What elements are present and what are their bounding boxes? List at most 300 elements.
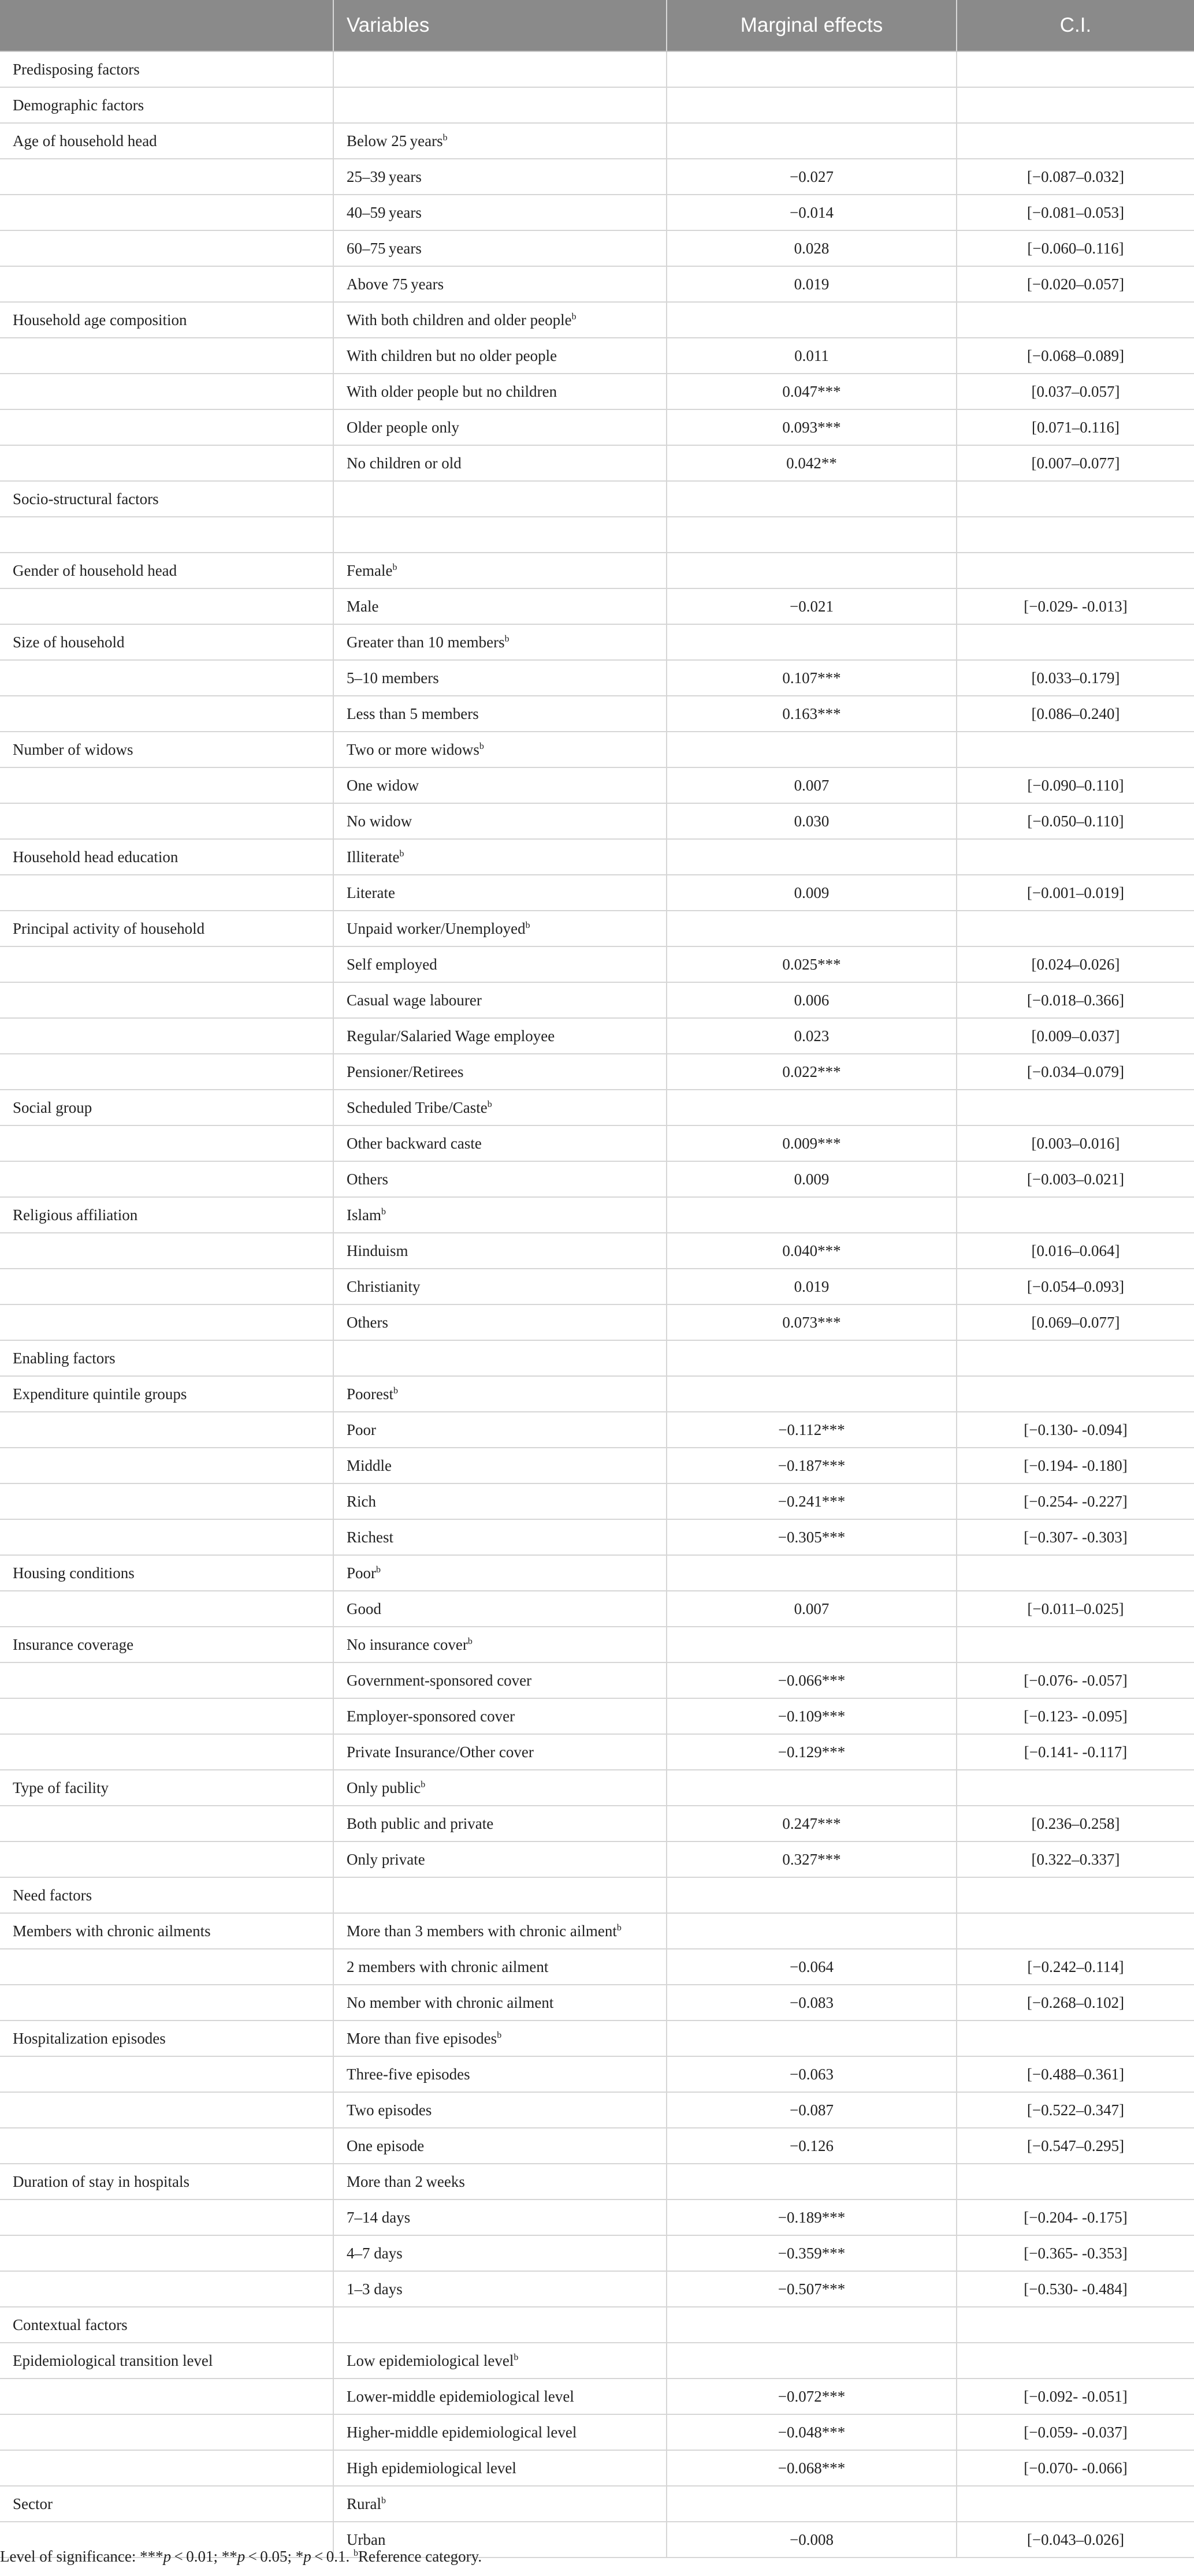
factor-cell xyxy=(0,481,333,517)
factor-cell-text: Predisposing factors xyxy=(13,60,140,78)
header-factor xyxy=(0,0,333,51)
variable-cell xyxy=(333,1483,667,1519)
variable-cell xyxy=(333,338,667,374)
confidence-interval-cell xyxy=(957,1125,1194,1161)
marginal-effect-cell xyxy=(667,445,957,481)
factor-cell xyxy=(0,1985,333,2020)
reference-marker: b xyxy=(479,741,484,751)
variable-cell xyxy=(333,839,667,875)
confidence-interval-cell xyxy=(957,2020,1194,2056)
factor-cell-text: Sector xyxy=(13,2495,53,2512)
marginal-effect-cell-text: −0.066*** xyxy=(778,1671,846,1689)
variable-cell xyxy=(333,2271,667,2307)
confidence-interval-cell xyxy=(957,1698,1194,1734)
variable-cell xyxy=(333,374,667,409)
table-row xyxy=(0,87,1194,123)
variable-cell-text: Private Insurance/Other cover xyxy=(347,1743,534,1761)
confidence-interval-cell-text: [−0.043–0.026] xyxy=(1026,2530,1125,2548)
table-row xyxy=(0,911,1194,946)
confidence-interval-cell xyxy=(957,2235,1194,2271)
variable-cell xyxy=(333,1806,667,1841)
variable-cell xyxy=(333,2343,667,2379)
variable-cell-text: Less than 5 members xyxy=(347,704,479,722)
table-row xyxy=(0,1197,1194,1233)
table-row xyxy=(0,1448,1194,1483)
variable-cell xyxy=(333,875,667,911)
marginal-effect-cell xyxy=(667,624,957,660)
marginal-effect-cell-text: 0.019 xyxy=(794,275,830,293)
confidence-interval-cell xyxy=(957,338,1194,374)
confidence-interval-cell-text: [−0.123- -0.095] xyxy=(1024,1707,1128,1725)
factor-cell xyxy=(0,1448,333,1483)
variable-cell-text: 60–75 years xyxy=(347,239,422,257)
confidence-interval-cell-text: [−0.087–0.032] xyxy=(1026,167,1125,185)
factor-cell xyxy=(0,1090,333,1125)
marginal-effect-cell-text: 0.023 xyxy=(794,1027,830,1045)
variable-cell-text: Hinduism xyxy=(347,1242,408,1259)
variable-cell-text: More than five episodes xyxy=(347,2029,497,2047)
variable-cell xyxy=(333,1090,667,1125)
table-row xyxy=(0,2307,1194,2343)
marginal-effect-cell-text: −0.305*** xyxy=(778,1528,846,1546)
marginal-effect-cell xyxy=(667,1555,957,1591)
variable-cell-text: Female xyxy=(347,561,393,579)
variable-cell xyxy=(333,230,667,266)
factor-cell xyxy=(0,1125,333,1161)
factor-cell xyxy=(0,1304,333,1340)
marginal-effect-cell-text: −0.359*** xyxy=(778,2244,846,2262)
factor-cell-text: Size of household xyxy=(13,633,125,651)
variable-cell xyxy=(333,1698,667,1734)
confidence-interval-cell xyxy=(957,839,1194,875)
confidence-interval-cell-text: [0.236–0.258] xyxy=(1031,1814,1120,1832)
factor-cell xyxy=(0,2414,333,2450)
marginal-effect-cell-text: −0.021 xyxy=(790,597,834,615)
confidence-interval-cell xyxy=(957,87,1194,123)
factor-cell xyxy=(0,2450,333,2486)
table-row xyxy=(0,1698,1194,1734)
footnote-p-2: p xyxy=(237,2548,246,2565)
factor-cell-text: Type of facility xyxy=(13,1779,109,1796)
marginal-effect-cell-text: −0.068*** xyxy=(778,2459,846,2477)
confidence-interval-cell xyxy=(957,1483,1194,1519)
variable-cell-text: Unpaid worker/Unemployed xyxy=(347,919,526,937)
confidence-interval-cell-text: [0.071–0.116] xyxy=(1032,418,1119,436)
confidence-interval-cell xyxy=(957,660,1194,696)
confidence-interval-cell-text: [0.003–0.016] xyxy=(1031,1134,1120,1152)
variable-cell xyxy=(333,1197,667,1233)
reference-marker: b xyxy=(571,311,576,322)
factor-cell-text: Expenditure quintile groups xyxy=(13,1385,187,1403)
confidence-interval-cell xyxy=(957,982,1194,1018)
factor-cell-text: Social group xyxy=(13,1098,92,1116)
variable-cell-text: With both children and older people xyxy=(347,311,572,329)
confidence-interval-cell xyxy=(957,1627,1194,1662)
factor-cell-text: Insurance coverage xyxy=(13,1635,134,1653)
confidence-interval-cell xyxy=(957,1376,1194,1412)
variable-cell xyxy=(333,1770,667,1806)
factor-cell xyxy=(0,445,333,481)
confidence-interval-cell-text: [−0.530- -0.484] xyxy=(1024,2280,1128,2298)
factor-cell xyxy=(0,624,333,660)
confidence-interval-cell xyxy=(957,1448,1194,1483)
marginal-effect-cell xyxy=(667,1054,957,1090)
table-row xyxy=(0,1555,1194,1591)
marginal-effect-cell xyxy=(667,481,957,517)
variable-cell xyxy=(333,2450,667,2486)
variable-cell-text: Scheduled Tribe/Caste xyxy=(347,1098,488,1116)
marginal-effect-cell xyxy=(667,553,957,588)
marginal-effect-cell-text: −0.189*** xyxy=(778,2208,846,2226)
confidence-interval-cell xyxy=(957,159,1194,195)
confidence-interval-cell xyxy=(957,2414,1194,2450)
confidence-interval-cell xyxy=(957,2379,1194,2414)
variable-cell xyxy=(333,624,667,660)
table-row xyxy=(0,2164,1194,2200)
confidence-interval-cell-text: [−0.522–0.347] xyxy=(1026,2101,1125,2119)
marginal-effect-cell xyxy=(667,51,957,87)
marginal-effect-cell xyxy=(667,409,957,445)
factor-cell-text: Contextual factors xyxy=(13,2316,128,2333)
confidence-interval-cell-text: [0.024–0.026] xyxy=(1031,955,1120,973)
confidence-interval-cell xyxy=(957,1304,1194,1340)
confidence-interval-cell-text: [−0.020–0.057] xyxy=(1026,275,1125,293)
confidence-interval-cell xyxy=(957,1841,1194,1877)
table-row xyxy=(0,660,1194,696)
marginal-effect-cell-text: 0.022*** xyxy=(782,1063,841,1080)
confidence-interval-cell xyxy=(957,1197,1194,1233)
factor-cell xyxy=(0,2056,333,2092)
variable-cell xyxy=(333,1877,667,1913)
variable-cell-text: Male xyxy=(347,597,379,615)
reference-marker: b xyxy=(497,2030,502,2040)
variable-cell-text: Above 75 years xyxy=(347,275,444,293)
marginal-effect-cell xyxy=(667,1519,957,1555)
marginal-effect-cell xyxy=(667,338,957,374)
table-row xyxy=(0,1591,1194,1627)
confidence-interval-cell-text: [0.322–0.337] xyxy=(1031,1850,1120,1868)
factor-cell xyxy=(0,1770,333,1806)
marginal-effect-cell xyxy=(667,696,957,732)
reference-marker: b xyxy=(525,920,530,930)
confidence-interval-cell xyxy=(957,1519,1194,1555)
table-row xyxy=(0,624,1194,660)
variable-cell xyxy=(333,1269,667,1304)
footnote-threshold-3: < 0.1. xyxy=(311,2548,354,2565)
confidence-interval-cell xyxy=(957,2307,1194,2343)
variable-cell xyxy=(333,2056,667,2092)
table-row xyxy=(0,2450,1194,2486)
reference-marker: b xyxy=(504,633,509,644)
confidence-interval-cell-text: [−0.307- -0.303] xyxy=(1024,1528,1128,1546)
marginal-effect-cell-text: 0.019 xyxy=(794,1277,830,1295)
variable-cell xyxy=(333,123,667,159)
confidence-interval-cell-text: [−0.068–0.089] xyxy=(1026,346,1125,364)
confidence-interval-cell-text: [−0.018–0.366] xyxy=(1026,991,1125,1009)
table-row xyxy=(0,1806,1194,1841)
marginal-effect-cell xyxy=(667,1698,957,1734)
factor-cell xyxy=(0,2271,333,2307)
table-row xyxy=(0,1949,1194,1985)
confidence-interval-cell xyxy=(957,2271,1194,2307)
variable-cell-text: Government-sponsored cover xyxy=(347,1671,532,1689)
table-row xyxy=(0,2056,1194,2092)
marginal-effect-cell xyxy=(667,946,957,982)
table-row xyxy=(0,875,1194,911)
footnote-ref-marker: b xyxy=(354,2548,359,2558)
factor-cell-text: Housing conditions xyxy=(13,1564,135,1582)
marginal-effect-cell xyxy=(667,1448,957,1483)
factor-cell-text: Gender of household head xyxy=(13,561,177,579)
confidence-interval-cell xyxy=(957,1734,1194,1770)
marginal-effect-cell-text: 0.073*** xyxy=(782,1313,841,1331)
confidence-interval-cell xyxy=(957,553,1194,588)
variable-cell xyxy=(333,1054,667,1090)
variable-cell-text: With older people but no children xyxy=(347,382,557,400)
marginal-effect-cell xyxy=(667,195,957,230)
factor-cell xyxy=(0,1376,333,1412)
factor-cell xyxy=(0,2486,333,2522)
factor-cell-text: Household age composition xyxy=(13,311,187,329)
variable-cell xyxy=(333,2200,667,2235)
reference-marker: b xyxy=(442,132,448,143)
table-row xyxy=(0,1090,1194,1125)
confidence-interval-cell-text: [−0.141- -0.117] xyxy=(1024,1743,1128,1761)
variable-cell xyxy=(333,2414,667,2450)
marginal-effect-cell-text: 0.042** xyxy=(786,454,837,472)
factor-cell xyxy=(0,767,333,803)
factor-cell xyxy=(0,1949,333,1985)
header-variables: Variables xyxy=(333,0,667,51)
table-row xyxy=(0,553,1194,588)
marginal-effect-cell-text: −0.014 xyxy=(790,203,834,221)
table-row xyxy=(0,195,1194,230)
marginal-effect-cell xyxy=(667,1161,957,1197)
factor-cell xyxy=(0,1555,333,1591)
variable-cell xyxy=(333,517,667,553)
marginal-effect-cell xyxy=(667,2235,957,2271)
footnote-threshold-2: < 0.05; * xyxy=(245,2548,304,2565)
confidence-interval-cell-text: [0.037–0.057] xyxy=(1031,382,1120,400)
factor-cell xyxy=(0,51,333,87)
table-footnote xyxy=(0,2548,1194,2566)
marginal-effect-cell-text: 0.025*** xyxy=(782,955,841,973)
marginal-effect-cell xyxy=(667,1734,957,1770)
variable-cell xyxy=(333,1125,667,1161)
marginal-effect-cell-text: −0.064 xyxy=(790,1958,834,1975)
factor-cell xyxy=(0,2020,333,2056)
variable-cell-text: Literate xyxy=(347,883,395,901)
marginal-effect-cell xyxy=(667,517,957,553)
variable-cell xyxy=(333,409,667,445)
confidence-interval-cell-text: [−0.242–0.114] xyxy=(1027,1958,1124,1975)
factor-cell-text: Duration of stay in hospitals xyxy=(13,2172,189,2190)
table-header xyxy=(0,0,1194,51)
variable-cell xyxy=(333,1233,667,1269)
factor-cell xyxy=(0,1627,333,1662)
variable-cell-text: Other backward caste xyxy=(347,1134,482,1152)
factor-cell xyxy=(0,1197,333,1233)
marginal-effect-cell xyxy=(667,2056,957,2092)
marginal-effect-cell xyxy=(667,2200,957,2235)
confidence-interval-cell xyxy=(957,767,1194,803)
variable-cell-text: No widow xyxy=(347,812,412,830)
variable-cell xyxy=(333,2092,667,2128)
variable-cell-text: Others xyxy=(347,1313,388,1331)
variable-cell xyxy=(333,946,667,982)
confidence-interval-cell xyxy=(957,481,1194,517)
reference-marker: b xyxy=(514,2352,519,2362)
table-row xyxy=(0,1662,1194,1698)
marginal-effect-cell-text: 0.107*** xyxy=(782,669,841,687)
table-row xyxy=(0,1269,1194,1304)
table-row xyxy=(0,230,1194,266)
factor-cell-text: Religious affiliation xyxy=(13,1206,138,1224)
confidence-interval-cell-text: [−0.254- -0.227] xyxy=(1024,1492,1128,1510)
header-ci: C.I. xyxy=(957,0,1194,51)
marginal-effect-cell xyxy=(667,1125,957,1161)
factor-cell-text: Enabling factors xyxy=(13,1349,116,1367)
factor-cell xyxy=(0,2343,333,2379)
variable-cell xyxy=(333,2020,667,2056)
factor-cell xyxy=(0,1519,333,1555)
marginal-effect-cell xyxy=(667,767,957,803)
variable-cell xyxy=(333,1376,667,1412)
confidence-interval-cell xyxy=(957,1090,1194,1125)
factor-cell xyxy=(0,266,333,302)
marginal-effect-cell-text: −0.027 xyxy=(790,167,834,185)
marginal-effect-cell xyxy=(667,1233,957,1269)
factor-cell-text: Number of widows xyxy=(13,740,133,758)
reference-marker: b xyxy=(381,2495,386,2506)
confidence-interval-cell xyxy=(957,1018,1194,1054)
factor-cell xyxy=(0,409,333,445)
table-row xyxy=(0,1054,1194,1090)
confidence-interval-cell xyxy=(957,946,1194,982)
confidence-interval-cell-text: [−0.365- -0.353] xyxy=(1024,2244,1128,2262)
marginal-effect-cell-text: 0.040*** xyxy=(782,1242,841,1259)
marginal-effect-cell-text: −0.063 xyxy=(790,2065,834,2083)
variable-cell xyxy=(333,588,667,624)
marginal-effect-cell xyxy=(667,1591,957,1627)
marginal-effect-cell xyxy=(667,1197,957,1233)
confidence-interval-cell-text: [−0.204- -0.175] xyxy=(1024,2208,1128,2226)
table-row xyxy=(0,2235,1194,2271)
footnote-p-3: p xyxy=(303,2548,311,2565)
marginal-effect-cell xyxy=(667,1340,957,1376)
confidence-interval-cell xyxy=(957,2092,1194,2128)
variable-cell-text: Lower-middle epidemiological level xyxy=(347,2387,574,2405)
confidence-interval-cell-text: [−0.060–0.116] xyxy=(1027,239,1124,257)
marginal-effect-cell xyxy=(667,1018,957,1054)
confidence-interval-cell-text: [0.009–0.037] xyxy=(1031,1027,1120,1045)
reference-marker: b xyxy=(381,1206,386,1217)
variable-cell xyxy=(333,2486,667,2522)
table-row xyxy=(0,481,1194,517)
confidence-interval-cell xyxy=(957,123,1194,159)
factor-cell xyxy=(0,517,333,553)
confidence-interval-cell xyxy=(957,2200,1194,2235)
variable-cell-text: 1–3 days xyxy=(347,2280,403,2298)
factor-cell xyxy=(0,87,333,123)
table-row xyxy=(0,732,1194,767)
marginal-effect-cell xyxy=(667,2128,957,2164)
variable-cell xyxy=(333,982,667,1018)
marginal-effect-cell-text: −0.109*** xyxy=(778,1707,846,1725)
factor-cell xyxy=(0,159,333,195)
variable-cell-text: Three-five episodes xyxy=(347,2065,470,2083)
factor-cell-text: Members with chronic ailments xyxy=(13,1922,211,1940)
confidence-interval-cell xyxy=(957,1054,1194,1090)
table-row xyxy=(0,2200,1194,2235)
marginal-effect-cell xyxy=(667,1949,957,1985)
table-row xyxy=(0,1304,1194,1340)
table-row xyxy=(0,159,1194,195)
factor-cell xyxy=(0,2379,333,2414)
factor-cell xyxy=(0,1913,333,1949)
marginal-effect-cell-text: 0.327*** xyxy=(782,1850,841,1868)
variable-cell xyxy=(333,1340,667,1376)
marginal-effect-cell-text: −0.507*** xyxy=(778,2280,846,2298)
confidence-interval-cell xyxy=(957,2486,1194,2522)
confidence-interval-cell xyxy=(957,1233,1194,1269)
footnote-p-1: p xyxy=(163,2548,172,2565)
factor-cell xyxy=(0,1877,333,1913)
confidence-interval-cell xyxy=(957,1340,1194,1376)
marginal-effect-cell xyxy=(667,911,957,946)
confidence-interval-cell xyxy=(957,266,1194,302)
variable-cell xyxy=(333,732,667,767)
factor-cell xyxy=(0,1483,333,1519)
marginal-effect-cell xyxy=(667,1304,957,1340)
variable-cell xyxy=(333,87,667,123)
factor-cell-text: Epidemiological transition level xyxy=(13,2351,213,2369)
table-row xyxy=(0,982,1194,1018)
marginal-effect-cell-text: −0.048*** xyxy=(778,2423,846,2441)
marginal-effect-cell-text: 0.047*** xyxy=(782,382,841,400)
marginal-effect-cell xyxy=(667,982,957,1018)
factor-cell xyxy=(0,1233,333,1269)
marginal-effect-cell xyxy=(667,1841,957,1877)
reference-marker: b xyxy=(393,1385,398,1396)
table-row xyxy=(0,1841,1194,1877)
variable-cell-text: 25–39 years xyxy=(347,167,422,185)
table-row xyxy=(0,803,1194,839)
factor-cell xyxy=(0,2092,333,2128)
variable-cell xyxy=(333,1161,667,1197)
confidence-interval-cell xyxy=(957,2164,1194,2200)
confidence-interval-cell xyxy=(957,1949,1194,1985)
variable-cell-text: One widow xyxy=(347,776,419,794)
confidence-interval-cell-text: [0.086–0.240] xyxy=(1031,704,1120,722)
marginal-effect-cell xyxy=(667,2450,957,2486)
marginal-effect-cell-text: 0.011 xyxy=(794,346,829,364)
confidence-interval-cell xyxy=(957,1269,1194,1304)
marginal-effect-cell xyxy=(667,302,957,338)
marginal-effect-cell-text: −0.187*** xyxy=(778,1456,846,1474)
variable-cell xyxy=(333,1591,667,1627)
confidence-interval-cell-text: [0.033–0.179] xyxy=(1031,669,1120,687)
table-row xyxy=(0,2379,1194,2414)
variable-cell-text: More than 3 members with chronic ailment xyxy=(347,1922,617,1940)
confidence-interval-cell xyxy=(957,2450,1194,2486)
marginal-effect-cell xyxy=(667,1376,957,1412)
confidence-interval-cell-text: [−0.070- -0.066] xyxy=(1024,2459,1128,2477)
confidence-interval-cell-text: [−0.090–0.110] xyxy=(1027,776,1124,794)
marginal-effect-cell xyxy=(667,1412,957,1448)
confidence-interval-cell xyxy=(957,1555,1194,1591)
variable-cell xyxy=(333,2128,667,2164)
